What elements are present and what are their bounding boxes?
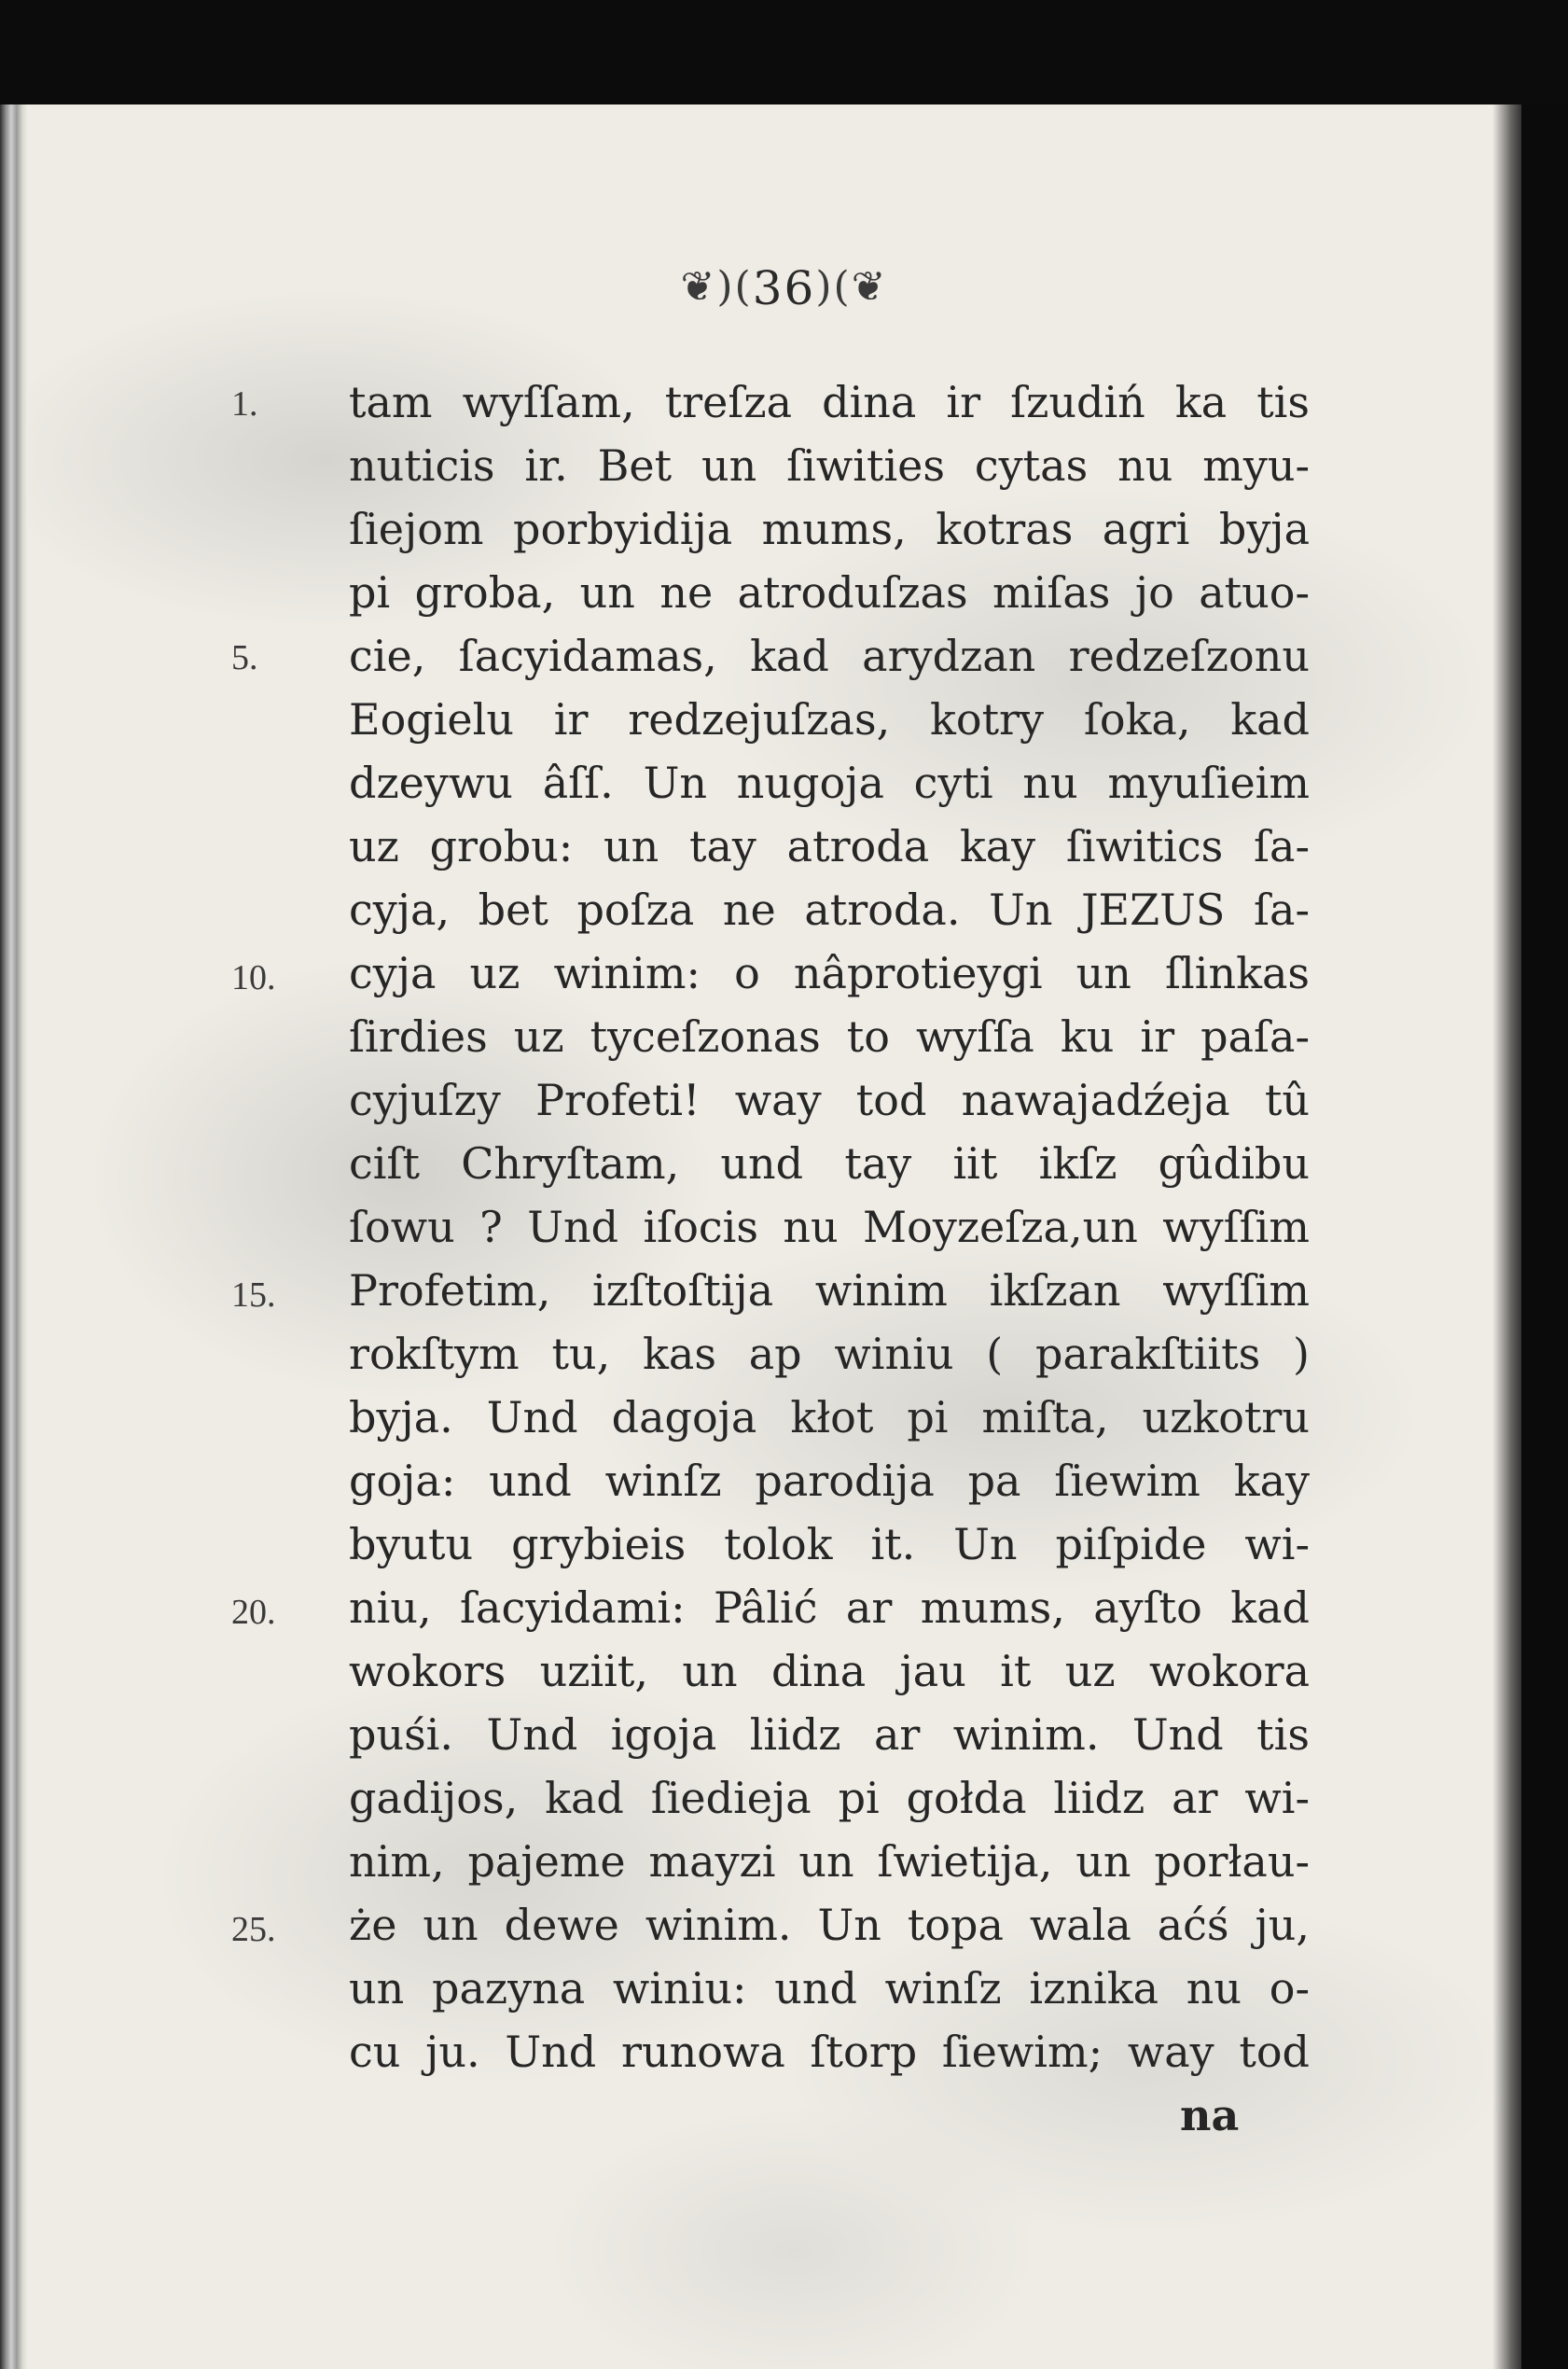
ornament-right-icon: )(❦ bbox=[815, 263, 888, 311]
text-line: że un dewe winim. Un topa wala aćś ju, bbox=[349, 1900, 1310, 1950]
text-line: un pazyna winiu: und winſz iznika nu o- bbox=[349, 1963, 1310, 2014]
text-line: dzeywu âſſ. Un nugoja cyti nu myuſieim bbox=[349, 758, 1310, 808]
text-line: wokors uziit, un dina jau it uz wokora bbox=[349, 1646, 1310, 1696]
ornament-left-icon: ❦)( bbox=[680, 263, 753, 311]
text-line: nuticis ir. Bet un ſiwities cytas nu myu- bbox=[349, 440, 1310, 491]
text-line: ſiejom porbyidija mums, kotras agri byja bbox=[349, 504, 1310, 554]
page-number: 36 bbox=[752, 261, 816, 315]
text-line: cu ju. Und runowa ſtorp ſiewim; way tod bbox=[349, 2027, 1310, 2077]
text-line: byja. Und dagoja kłot pi miſta, uzkotru bbox=[349, 1392, 1310, 1442]
text-line: cie, ſacyidamas, kad arydzan redzeſzonu bbox=[349, 631, 1310, 681]
text-line: Profetim, izſtoſtija winim ikſzan wyſſim bbox=[349, 1265, 1310, 1316]
line-number: 5. bbox=[231, 638, 258, 677]
text-line: nim, pajeme mayzi un ſwietija, un porłau- bbox=[349, 1836, 1310, 1887]
text-line: ciſt Chryſtam, und tay iit ikſz gûdibu bbox=[349, 1138, 1310, 1189]
text-line: Eogielu ir redzejuſzas, kotry ſoka, kad bbox=[349, 694, 1310, 745]
text-line: puśi. Und igoja liidz ar winim. Und tis bbox=[349, 1709, 1310, 1760]
text-line: ſowu ? Und iſocis nu Moyzeſza,un wyſſim bbox=[349, 1202, 1310, 1252]
line-number: 1. bbox=[231, 384, 258, 424]
line-number: 10. bbox=[231, 958, 276, 997]
scanner-top-band bbox=[0, 0, 1568, 105]
text-line: ſirdies uz tyceſzonas to wyſſa ku ir paſa- bbox=[349, 1011, 1310, 1062]
text-line: goja: und winſz parodija pa ſiewim kay bbox=[349, 1456, 1310, 1506]
page-header bbox=[0, 261, 1568, 315]
text-line: cyja, bet poſza ne atroda. Un JEZUS ſa- bbox=[349, 885, 1310, 935]
text-line: cyja uz winim: o nâprotieygi un ſlinkas bbox=[349, 948, 1310, 998]
line-number: 20. bbox=[231, 1593, 276, 1632]
book-binding-edge bbox=[0, 105, 28, 2369]
catchword: na bbox=[1180, 2090, 1240, 2140]
text-line: cyjuſzy Profeti! way tod nawajadźeja tû bbox=[349, 1075, 1310, 1125]
text-line: byutu grybieis tolok it. Un piſpide wi- bbox=[349, 1519, 1310, 1569]
text-line: gadijos, kad ſiedieja pi gołda liidz ar wi- bbox=[349, 1773, 1310, 1823]
page-edge-shadow bbox=[1492, 105, 1568, 2369]
line-number: 15. bbox=[231, 1275, 276, 1315]
text-line: pi groba, un ne atroduſzas miſas jo atuo- bbox=[349, 567, 1310, 618]
text-line: niu, ſacyidami: Pâlić ar mums, ayſto kad bbox=[349, 1582, 1310, 1633]
text-line: uz grobu: un tay atroda kay ſiwitics ſa- bbox=[349, 821, 1310, 871]
text-line: tam wyſſam, treſza dina ir ſzudiń ka tis bbox=[349, 377, 1310, 427]
line-number: 25. bbox=[231, 1910, 276, 1949]
text-line: rokſtym tu, kas ap winiu ( parakſtiits ) bbox=[349, 1329, 1310, 1379]
